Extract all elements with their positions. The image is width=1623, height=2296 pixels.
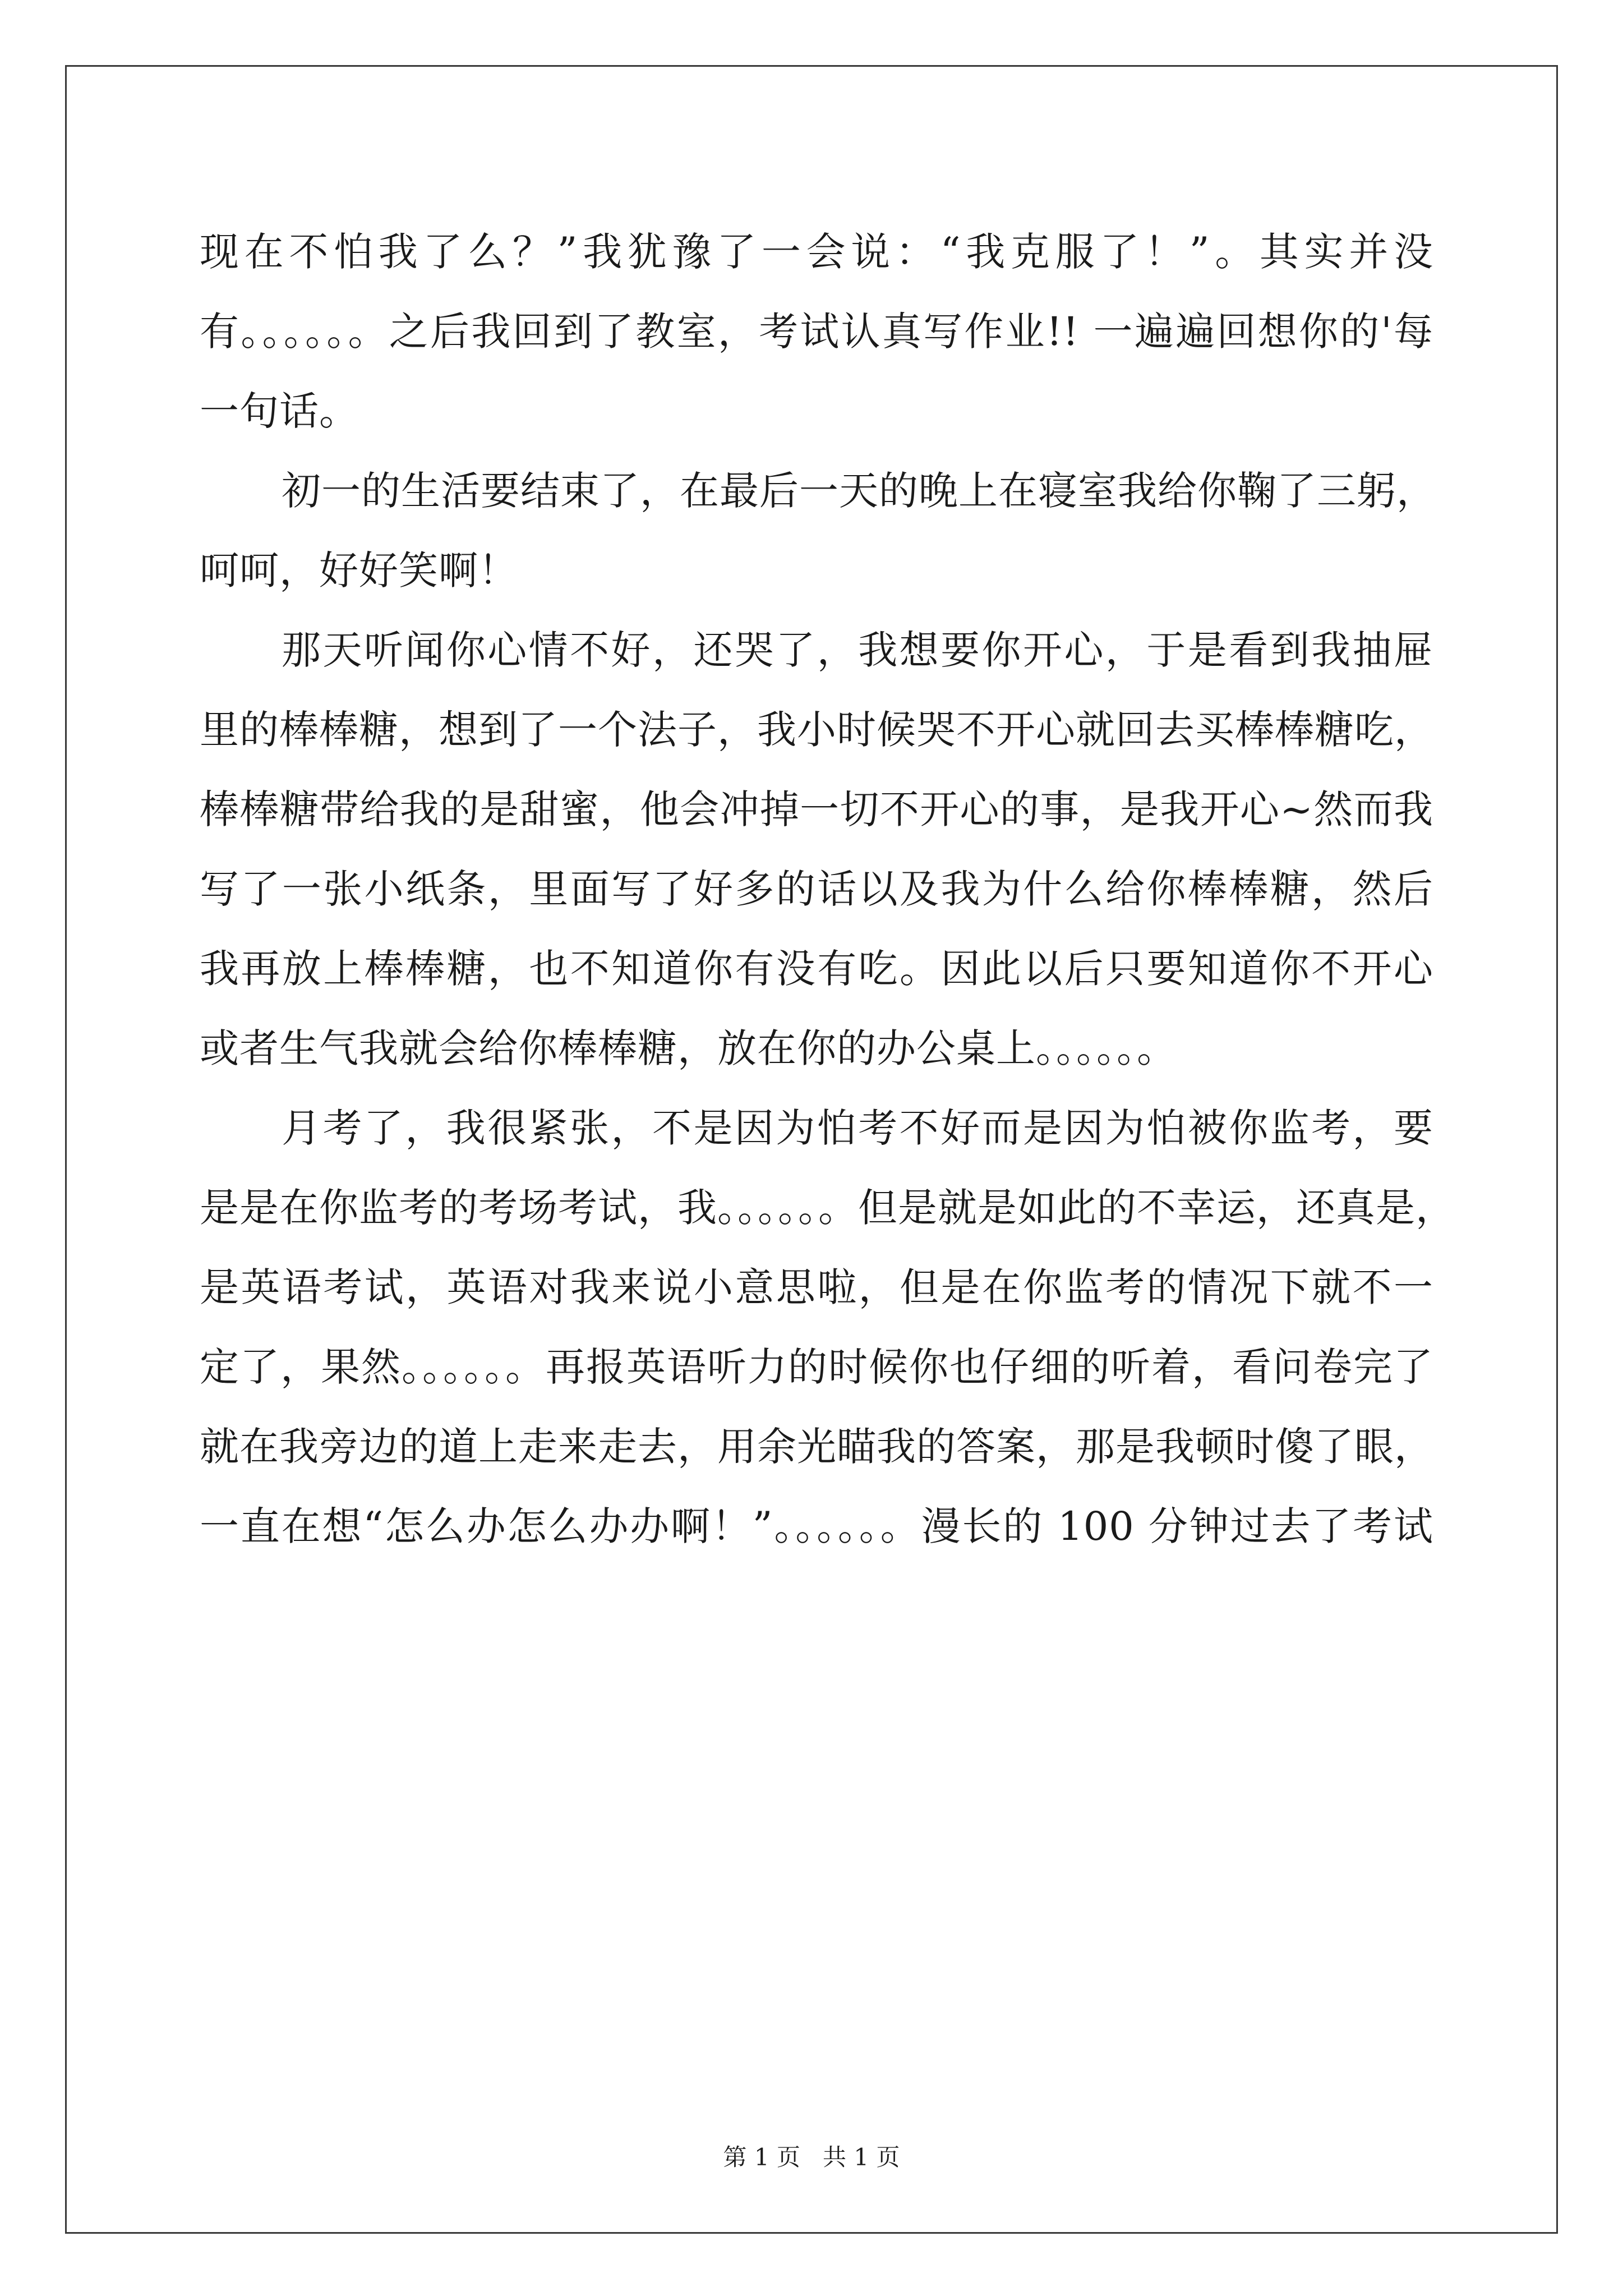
text-line: 一直在想“怎么办怎么办办啊！”。。。。。。漫长的 100 分钟过去了考试 [200,1503,1433,1549]
text-line: 我再放上棒棒糖，也不知道你有没有吃。因此以后只要知道你不开心 [200,946,1433,992]
text-line: 写了一张小纸条，里面写了好多的话以及我为什么给你棒棒糖，然后 [200,866,1433,912]
text-line: 有。。。。。。之后我回到了教室，考试认真写作业!! 一遍遍回想你的'每 [200,309,1433,355]
text-line: 那天听闻你心情不好，还哭了，我想要你开心，于是看到我抽屉 [282,627,1433,673]
text-line: 月考了，我很紧张，不是因为怕考不好而是因为怕被你监考，要 [282,1105,1433,1151]
text-line: 就在我旁边的道上走来走去，用余光瞄我的答案，那是我顿时傻了眼， [200,1424,1434,1470]
text-line: 里的棒棒糖，想到了一个法子，我小时候哭不开心就回去买棒棒糖吃， [200,707,1434,753]
text-line: 呵呵，好好笑啊！ [200,547,518,593]
text-line: 定了，果然。。。。。。再报英语听力的时候你也仔细的听着，看问卷完了 [200,1344,1433,1390]
text-line: 现在不怕我了么？”我犹豫了一会说：“我克服了！”。其实并没 [200,229,1433,275]
text-line: 是英语考试，英语对我来说小意思啦，但是在你监考的情况下就不一 [200,1264,1433,1310]
text-line: 或者生气我就会给你棒棒糖，放在你的办公桌上。。。。。。 [200,1025,1177,1071]
text-line: 初一的生活要结束了，在最后一天的晚上在寝室我给你鞠了三躬， [282,468,1436,514]
document-body [200,212,1455,1566]
text-line: 一句话。 [200,388,359,434]
text-line: 棒棒糖带给我的是甜蜜，他会冲掉一切不开心的事，是我开心~然而我 [200,786,1433,832]
text-line: 是是在你监考的考场考试，我。。。。。。但是就是如此的不幸运，还真是， [200,1185,1455,1231]
page-number-footer: 第 1 页 共 1 页 [723,2143,900,2171]
